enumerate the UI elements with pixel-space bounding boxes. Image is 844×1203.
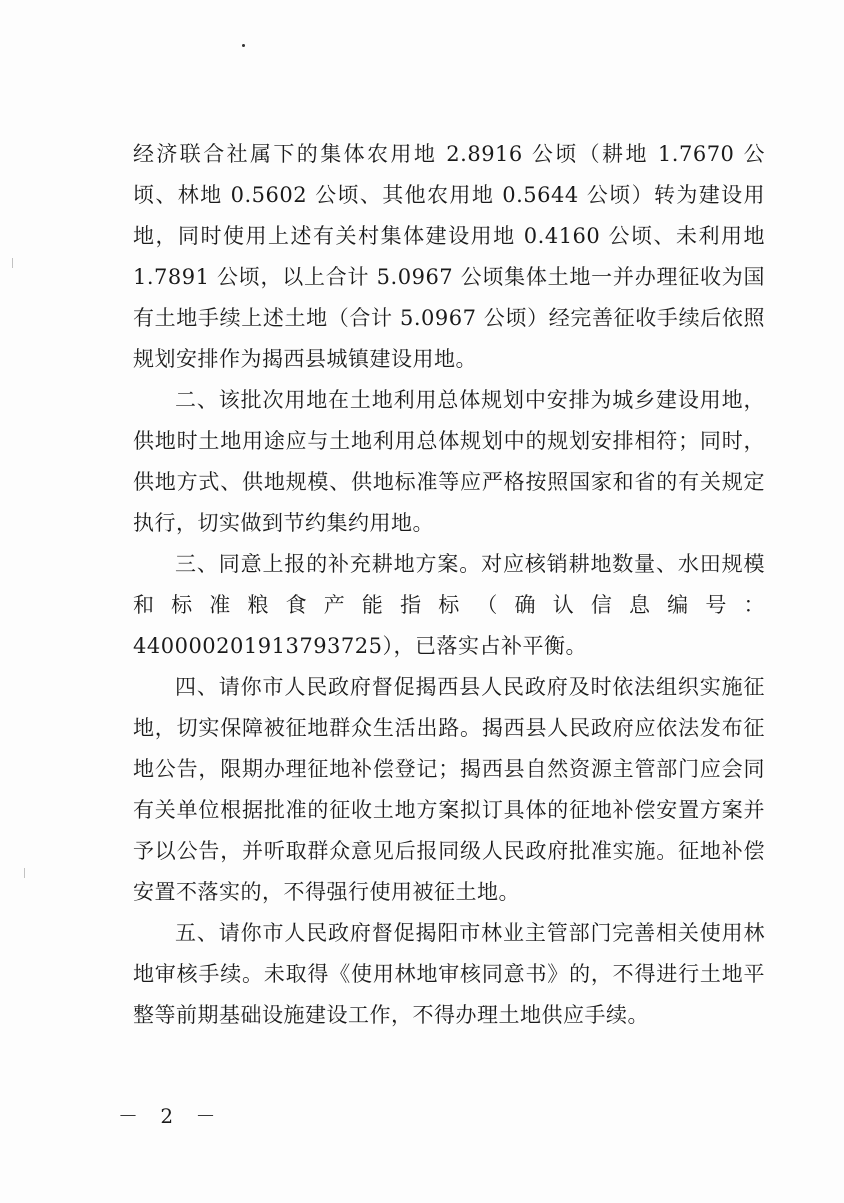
page-number: － 2 － (118, 1104, 224, 1128)
document-body (133, 134, 765, 1036)
paragraph-continuation: 经济联合社属下的集体农用地 2.8916 公顷（耕地 1.7670 公顷、林地 0.5602 公顷、其他农用地 0.5644 公顷）转为建设用地，同时使用上述有关村集体建设用地 0.4160 公顷、未利用地 1.7891 公顷，以上合计 5.0967 公顷集体土地一并办理征收为国有土地手续上述土地（合计 5.0967 公顷）经完善征收手续后依照规划安排作为揭西县城镇建设用地。 (133, 142, 765, 371)
paragraph-item-four: 四、请你市人民政府督促揭西县人民政府及时依法组织实施征地，切实保障被征地群众生活出路。揭西县人民政府应依法发布征地公告，限期办理征地补偿登记；揭西县自然资源主管部门应会同有关单位根据批准的征收土地方案拟订具体的征地补偿安置方案并予以公告，并听取群众意见后报同级人民政府批准实施。征地补偿安置不落实的，不得强行使用被征土地。 (133, 675, 765, 904)
scan-edge-mark (12, 258, 19, 268)
paragraph-item-two: 二、该批次用地在土地利用总体规划中安排为城乡建设用地，供地时土地用途应与土地利用总体规划中的规划安排相符；同时，供地方式、供地规模、供地标准等应严格按照国家和省的有关规定执行，切实做到节约集约用地。 (133, 388, 765, 535)
paragraph-item-three: 三、同意上报的补充耕地方案。对应核销耕地数量、水田规模和标准粮食产能指标（确认信息编号：440000201913793725），已落实占补平衡。 (133, 552, 765, 658)
scan-edge-mark (24, 868, 31, 878)
scan-speck (242, 44, 245, 47)
paragraph-item-five: 五、请你市人民政府督促揭阳市林业主管部门完善相关使用林地审核手续。未取得《使用林地审核同意书》的，不得进行土地平整等前期基础设施建设工作，不得办理土地供应手续。 (133, 921, 765, 1027)
